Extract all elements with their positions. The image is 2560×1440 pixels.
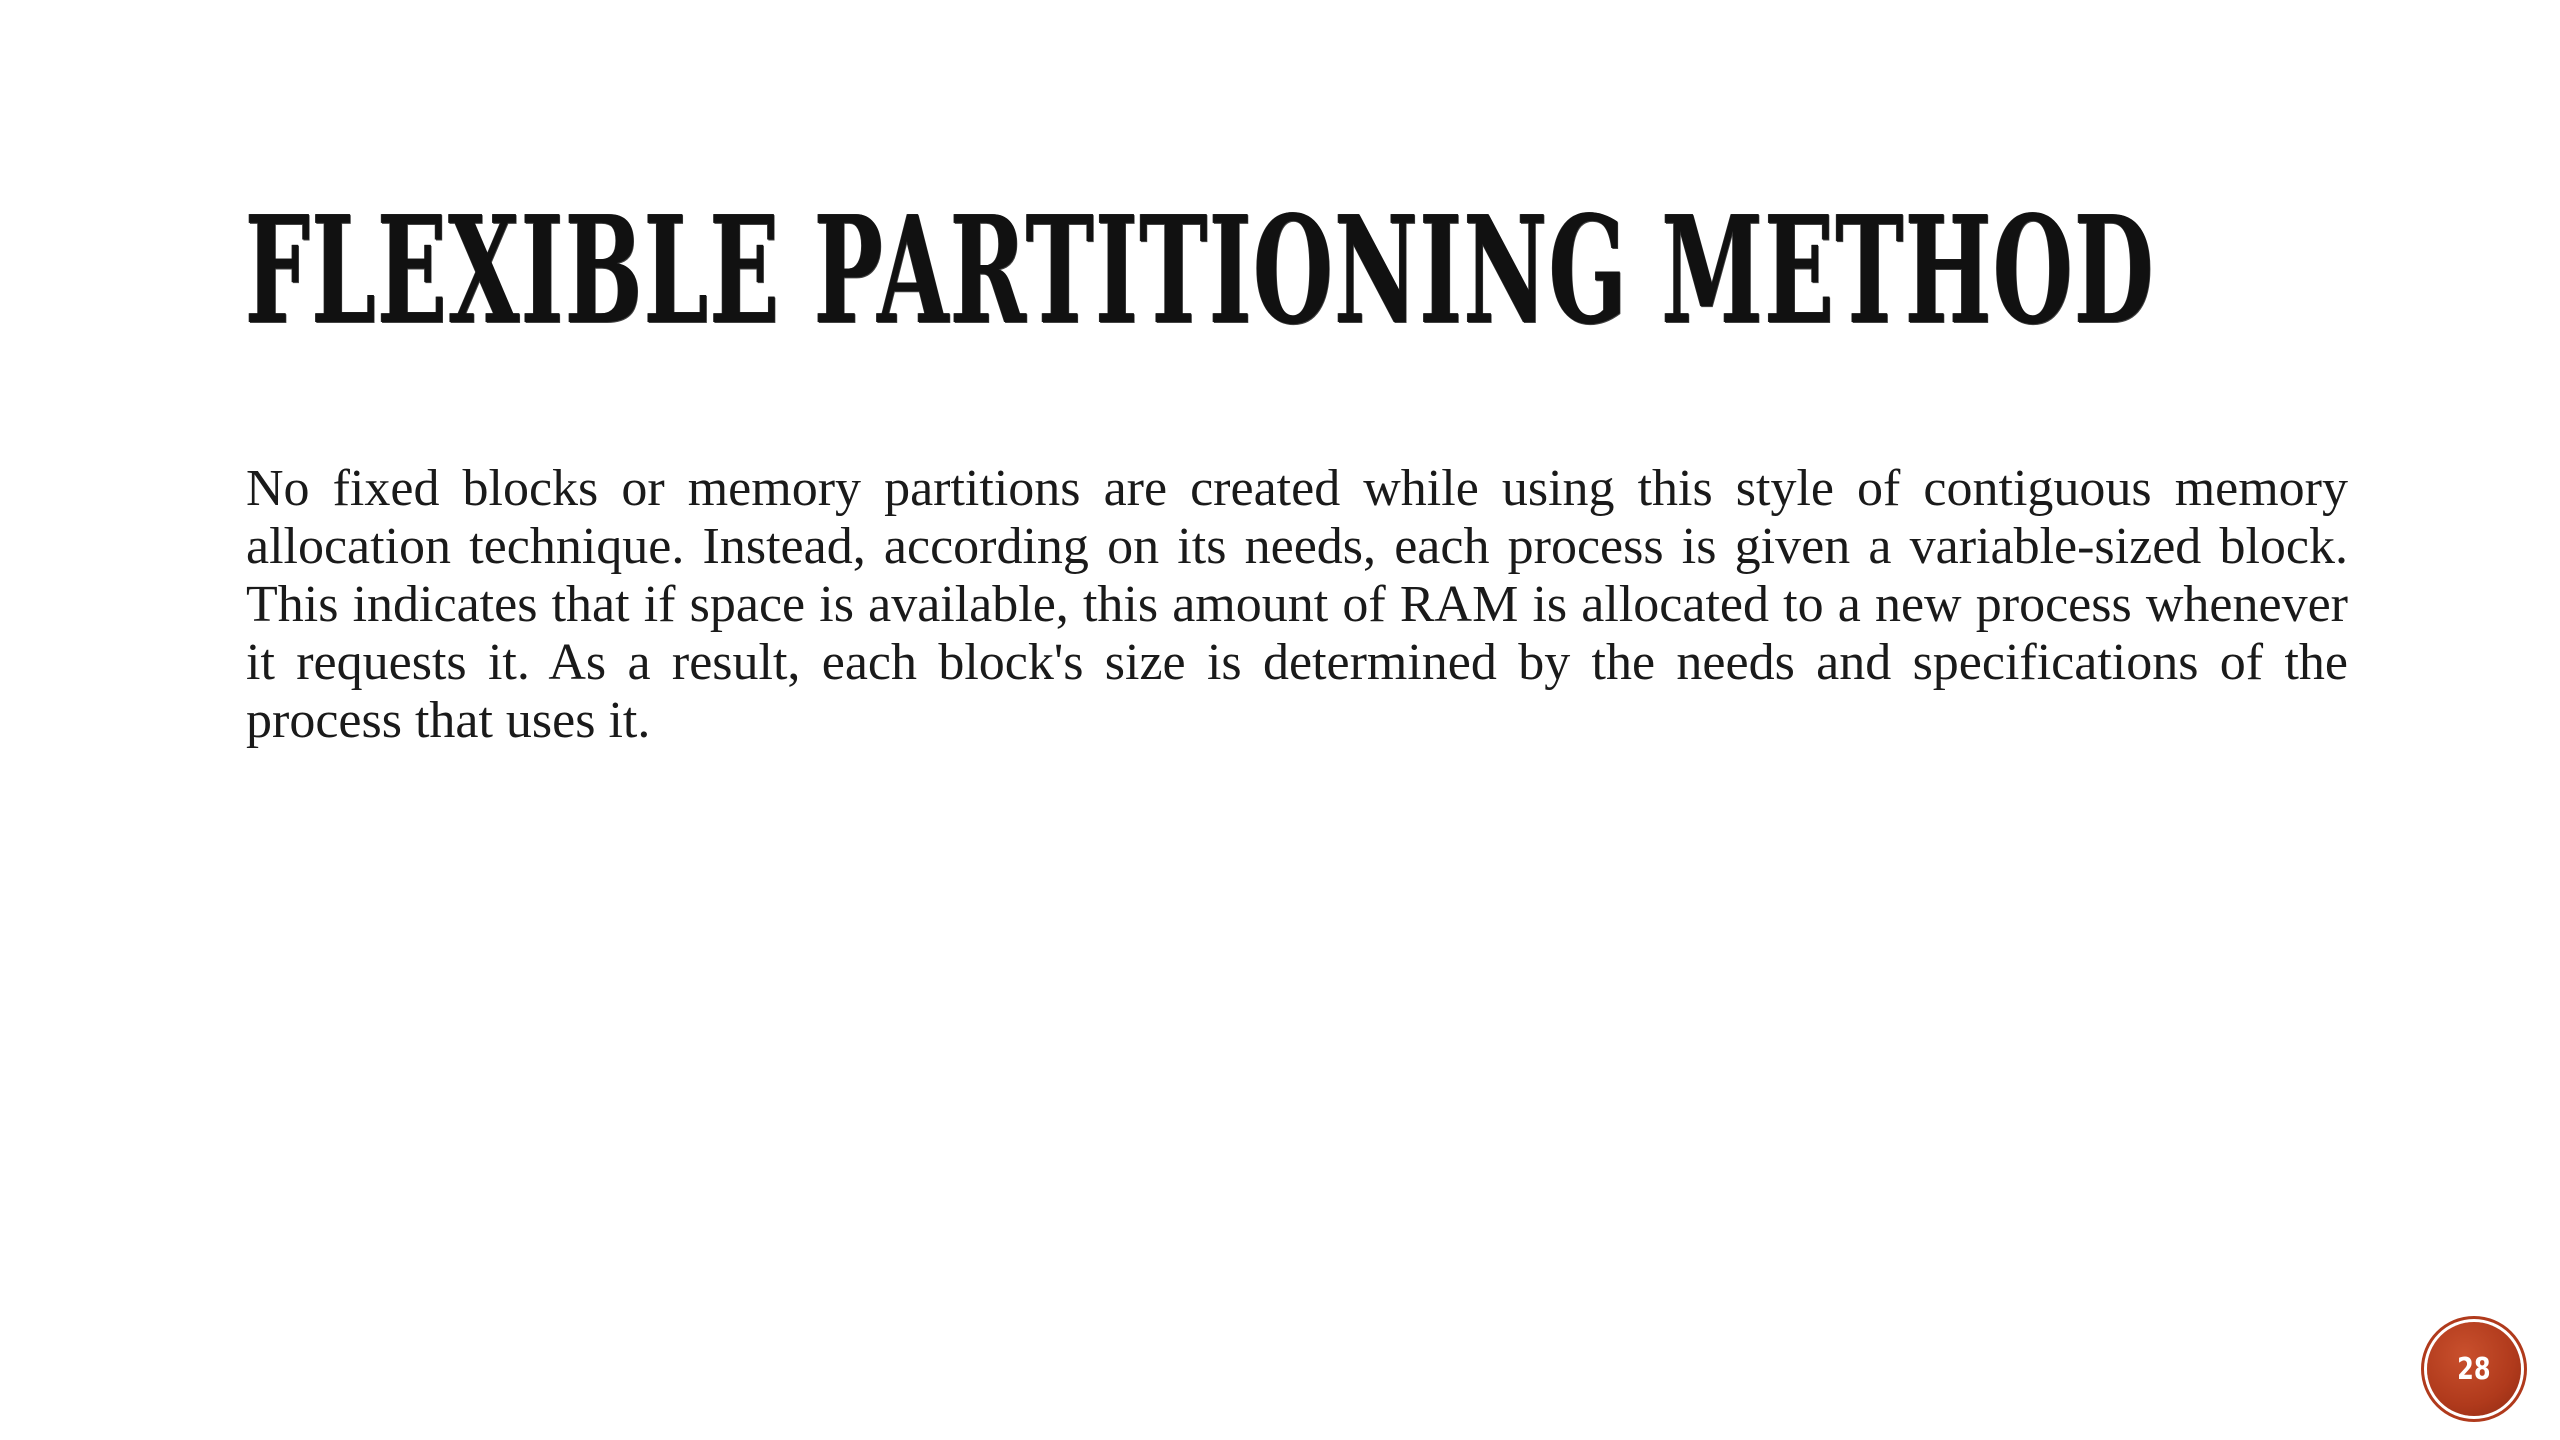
slide-number-badge (2427, 1322, 2521, 1416)
slide-title: FLEXIBLE PARTITIONING METHOD (245, 183, 2155, 357)
slide-number: 28 (2457, 1351, 2491, 1387)
slide-body-text: No fixed blocks or memory partitions are created while using this style of contiguous memory allocation technique. Instead, according on its needs, each process is given a variable-sized block. This indicates that if space is available, this amount of RAM is allocated to a new process whenever it requests it. As a result, each block's size is determined by the needs and specifications of the process that uses it. (246, 460, 2348, 749)
